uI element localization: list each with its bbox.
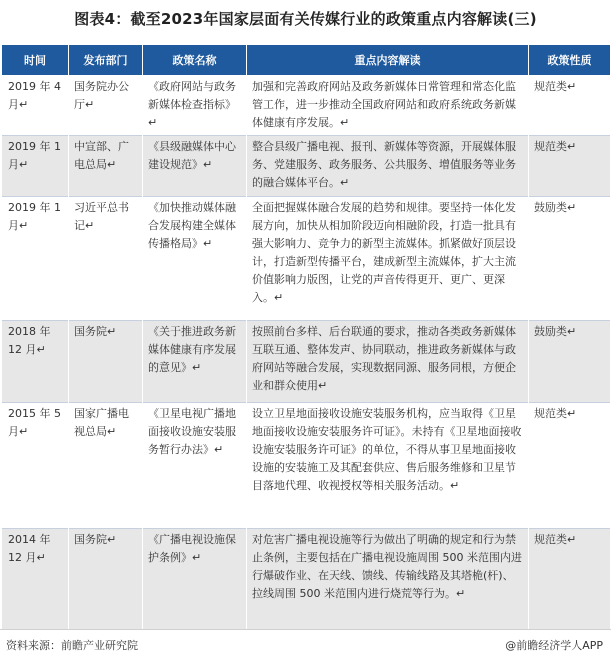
page-title: 图表4：截至2023年国家层面有关传媒行业的政策重点内容解读(三)	[74, 10, 537, 28]
cell-content: 整合县级广播电视、报刊、新媒体等资源，开展媒体服务、党建服务、政务服务、公共服务、增值服务等业务的融合媒体平台。↵	[247, 136, 529, 197]
cell-content: 对危害广播电视设施等行为做出了明确的规定和行为禁止条例，主要包括在广播电视设施周围 500 米范围内进行爆破作业、在天线、馈线、传输线路及其塔桅(杆)、拉线周围 500 米范围内进行烧荒等行为。↵	[247, 529, 529, 629]
cell-name: 《政府网站与政务新媒体检查指标》↵	[143, 76, 247, 136]
cell-dept: 国务院↵	[69, 529, 143, 629]
cell-nature: 规范类↵	[529, 529, 611, 629]
header-content: 重点内容解读	[247, 45, 529, 76]
cell-content: 按照前台多样、后台联通的要求，推动各类政务新媒体互联互通、整体发声、协同联动，推进政务新媒体与政府网站等融合发展，实现数据同源、服务同根，方便企业和群众使用↵	[247, 321, 529, 403]
cell-time: 2015 年 5 月↵	[2, 403, 69, 529]
cell-nature: 规范类↵	[529, 136, 611, 197]
cell-dept: 国家广播电视总局↵	[69, 403, 143, 529]
cell-dept: 国务院↵	[69, 321, 143, 403]
policy-table	[1, 44, 611, 629]
source-note: 资料来源：前瞻产业研究院	[6, 639, 138, 652]
cell-nature: 鼓励类↵	[529, 197, 611, 321]
cell-name: 《加快推动媒体融合发展构建全媒体传播格局》↵	[143, 197, 247, 321]
cell-name: 《县级融媒体中心建设规范》↵	[143, 136, 247, 197]
table-row	[2, 321, 611, 403]
cell-time: 2019 年 1 月↵	[2, 197, 69, 321]
header-dept: 发布部门	[69, 45, 143, 76]
cell-nature: 规范类↵	[529, 76, 611, 136]
table-row	[2, 197, 611, 321]
cell-time: 2019 年 4 月↵	[2, 76, 69, 136]
cell-dept: 习近平总书记↵	[69, 197, 143, 321]
cell-dept: 国务院办公厅↵	[69, 76, 143, 136]
cell-time: 2019 年 1 月↵	[2, 136, 69, 197]
cell-nature: 规范类↵	[529, 403, 611, 529]
cell-nature: 鼓励类↵	[529, 321, 611, 403]
cell-time: 2018 年 12 月↵	[2, 321, 69, 403]
footer-divider	[0, 629, 611, 630]
header-name: 政策名称	[143, 45, 247, 76]
cell-name: 《关于推进政务新媒体健康有序发展的意见》↵	[143, 321, 247, 403]
table-row	[2, 403, 611, 529]
table-header-row	[2, 45, 611, 76]
brand-credit: @前瞻经济学人APP	[505, 639, 603, 652]
table-row	[2, 136, 611, 197]
cell-content: 加强和完善政府网站及政务新媒体日常管理和常态化监管工作，进一步推动全国政府网站和政府系统政务新媒体健康有序发展。↵	[247, 76, 529, 136]
cell-content: 设立卫星地面接收设施安装服务机构，应当取得《卫星地面接收设施安装服务许可证》。未持有《卫星地面接收设施安装服务许可证》的单位，不得从事卫星地面接收设施的安装施工及其配套供应、售后服务维修和卫星节目落地代理、收视授权等相关服务活动。↵	[247, 403, 529, 529]
cell-content: 全面把握媒体融合发展的趋势和规律。要坚持一体化发展方向，加快从相加阶段迈向相融阶段，打造一批具有强大影响力、竞争力的新型主流媒体。抓紧做好顶层设计，打造新型传播平台，建成新型主流媒体，扩大主流价值影响力版图，让党的声音传得更开、更广、更深入。↵	[247, 197, 529, 321]
table-row	[2, 529, 611, 629]
cell-name: 《广播电视设施保护条例》↵	[143, 529, 247, 629]
header-nature: 政策性质	[529, 45, 611, 76]
cell-name: 《卫星电视广播地面接收设施安装服务暂行办法》↵	[143, 403, 247, 529]
header-time: 时间	[2, 45, 69, 76]
table-row	[2, 76, 611, 136]
cell-time: 2014 年 12 月↵	[2, 529, 69, 629]
cell-dept: 中宣部、广电总局↵	[69, 136, 143, 197]
